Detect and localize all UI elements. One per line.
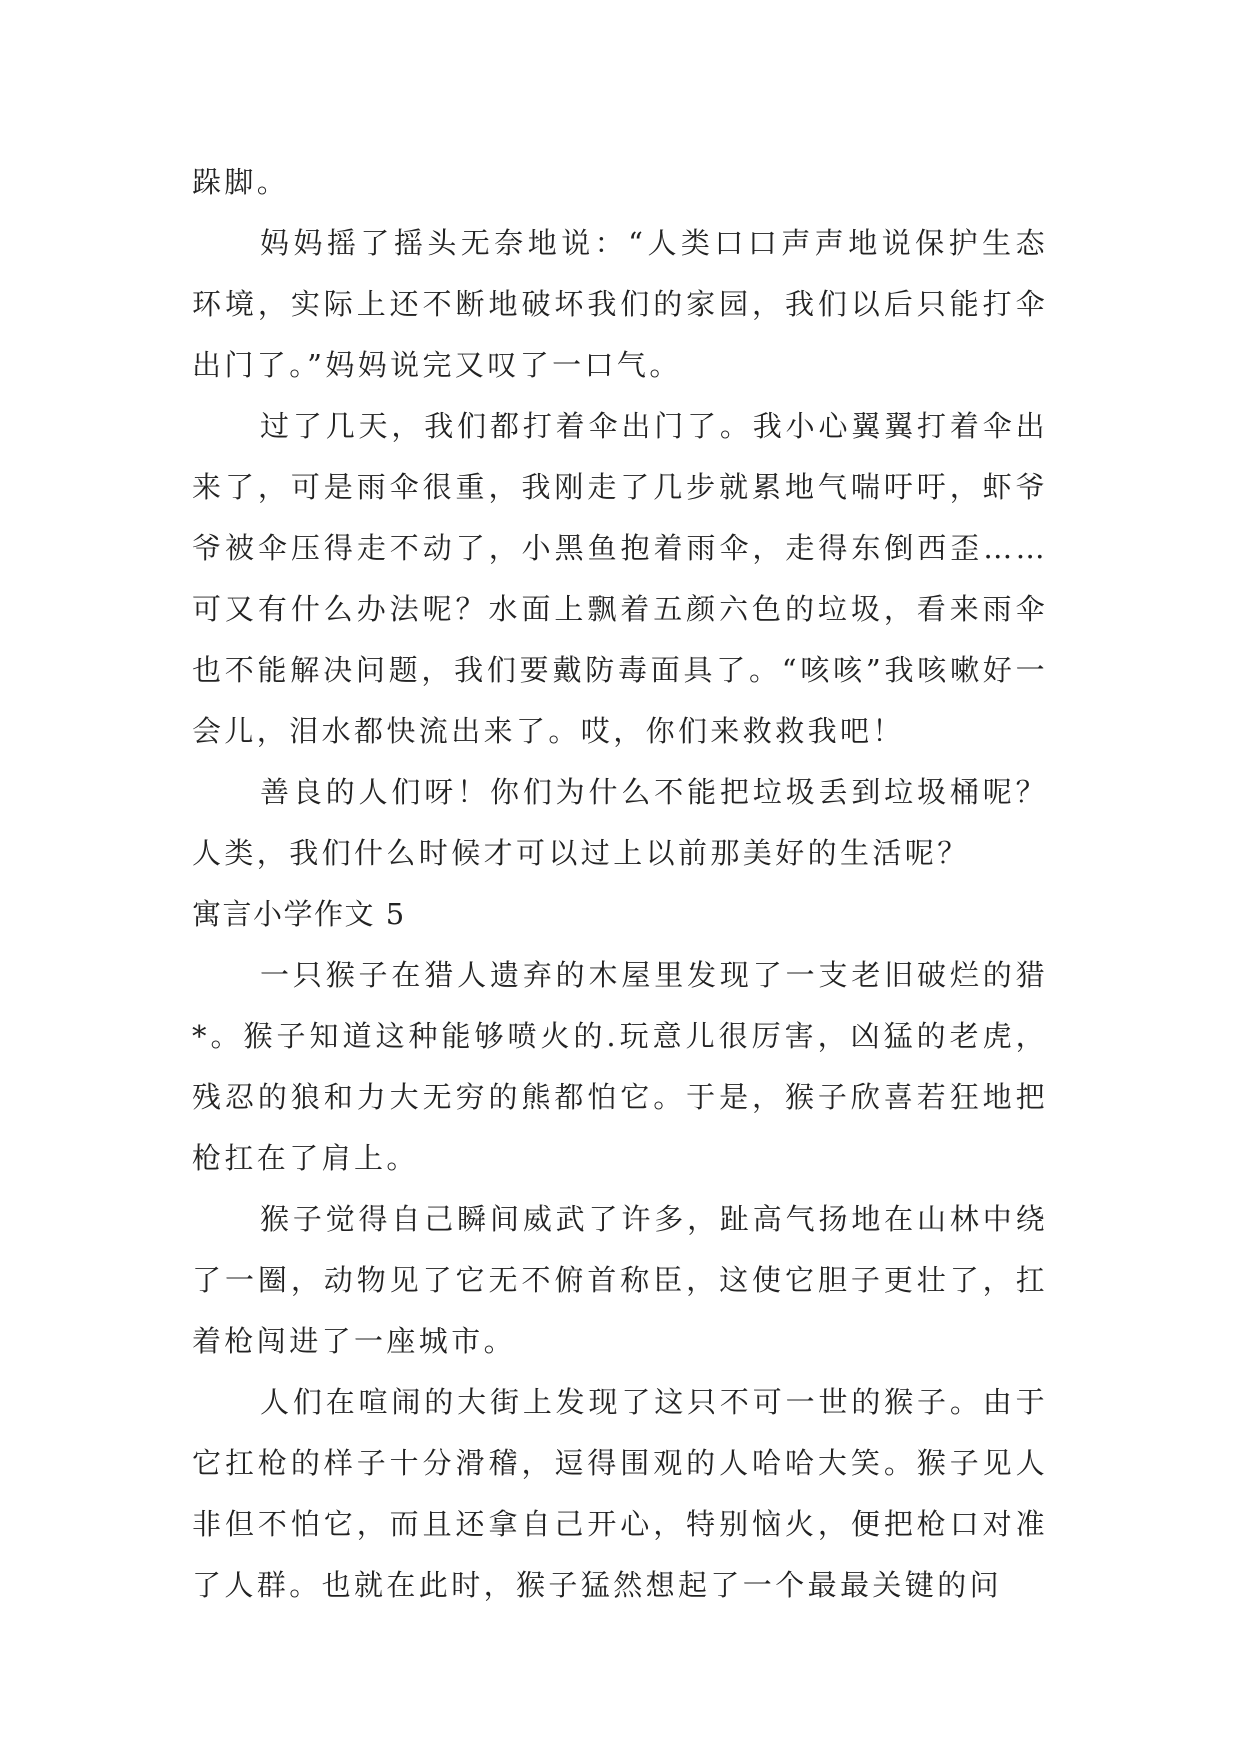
paragraph: 善良的人们呀！你们为什么不能把垃圾丢到垃圾桶呢？人类，我们什么时候才可以过上以前那美好的生活呢？ <box>192 775 1048 870</box>
paragraph: 跺脚。 <box>192 165 290 199</box>
paragraph: 猴子觉得自己瞬间威武了许多，趾高气扬地在山林中绕了一圈，动物见了它无不俯首称臣，这使它胆子更壮了，扛着枪闯进了一座城市。 <box>192 1202 1048 1358</box>
section-heading: 寓言小学作文 5 <box>192 897 406 931</box>
document-body <box>192 152 1048 1616</box>
paragraph: 一只猴子在猎人遗弃的木屋里发现了一支老旧破烂的猎*。猴子知道这种能够喷火的.玩意儿很厉害，凶猛的老虎，残忍的狼和力大无穷的熊都怕它。于是，猴子欣喜若狂地把枪扛在了肩上。 <box>192 958 1048 1175</box>
paragraph: 人们在喧闹的大街上发现了这只不可一世的猴子。由于它扛枪的样子十分滑稽，逗得围观的人哈哈大笑。猴子见人非但不怕它，而且还拿自己开心，特别恼火，便把枪口对准了人群。也就在此时，猴子猛然想起了一个最最关键的问 <box>192 1385 1048 1602</box>
paragraph: 过了几天，我们都打着伞出门了。我小心翼翼打着伞出来了，可是雨伞很重，我刚走了几步就累地气喘吁吁，虾爷爷被伞压得走不动了，小黑鱼抱着雨伞，走得东倒西歪……可又有什么办法呢？水面上飘着五颜六色的垃圾，看来雨伞也不能解决问题，我们要戴防毒面具了。“咳咳”我咳嗽好一会儿，泪水都快流出来了。哎，你们来救救我吧！ <box>192 409 1048 748</box>
paragraph: 妈妈摇了摇头无奈地说：“人类口口声声地说保护生态环境，实际上还不断地破坏我们的家园，我们以后只能打伞出门了。”妈妈说完又叹了一口气。 <box>192 226 1048 382</box>
